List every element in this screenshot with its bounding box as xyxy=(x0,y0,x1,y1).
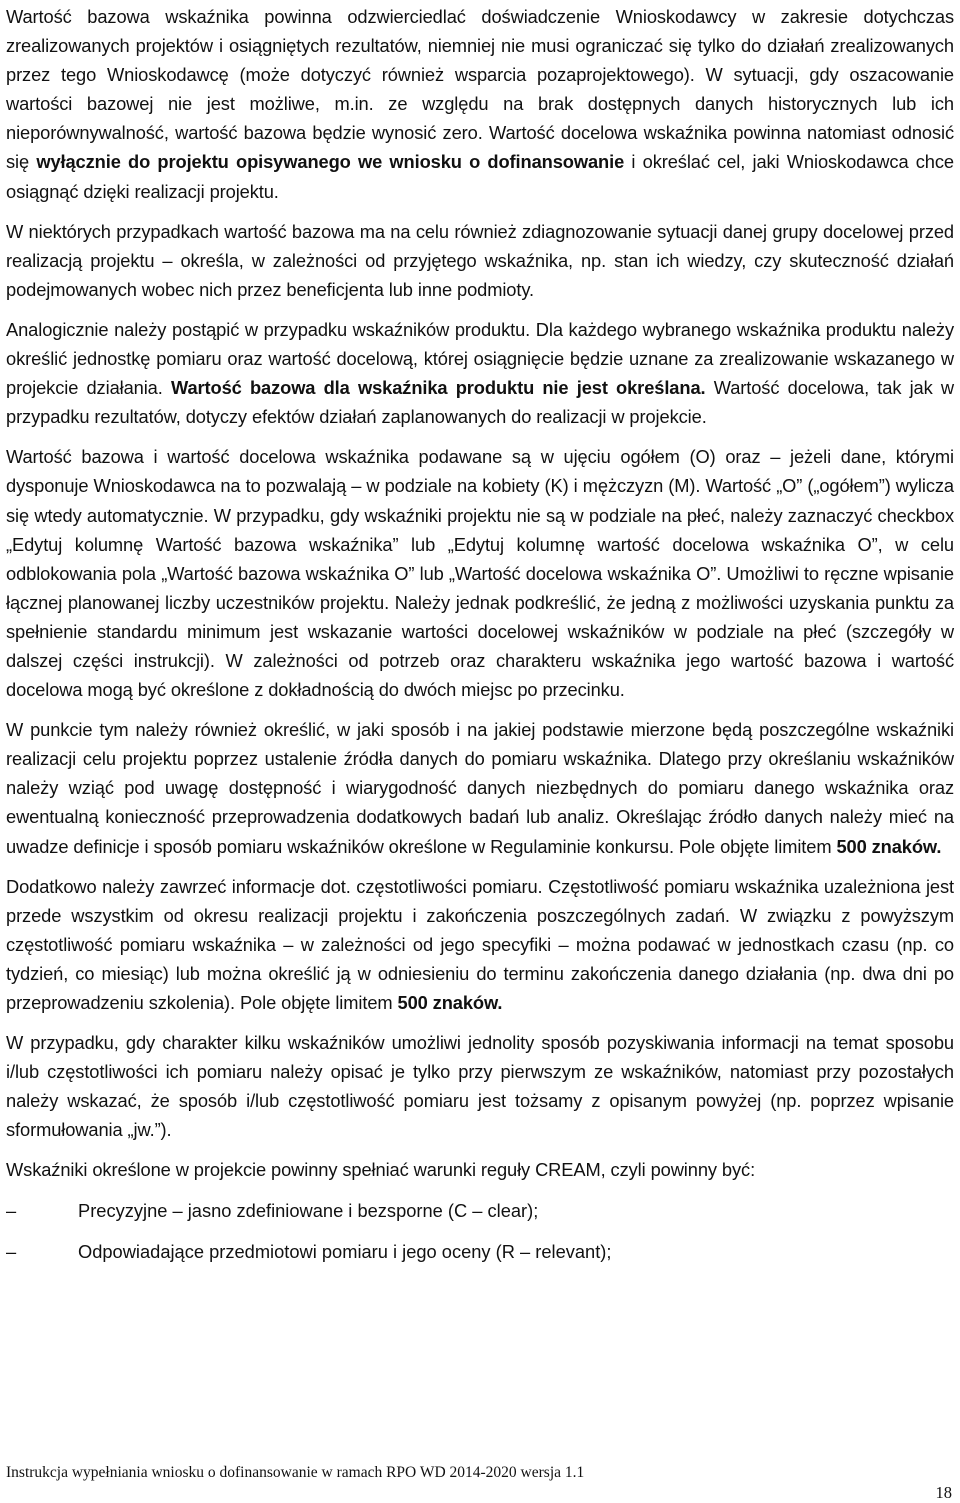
page-footer: Instrukcja wypełniania wniosku o dofinansowanie w ramach RPO WD 2014-2020 wersja 1.1 xyxy=(6,1464,585,1481)
character-limit: 500 znaków. xyxy=(836,835,942,857)
paragraph-text: W punkcie tym należy również określić, w jaki sposób i na jakiej podstawie mierzone będą poszczególne wskaźniki realizacji celu projektu poprzez ustalenie źródła danych do pomiaru wskaźnika. Dlatego przy określaniu wskaźników należy wziąć pod uwagę dostępność i wiarygodność danych niezbędnych do pomiaru danego wskaźnika oraz ewentualną konieczność przeprowadzenia dodatkowych badań lub analiz. Określając źródło danych należy mieć na uwadze definicje i sposób pomiaru wskaźników określone w Regulaminie konkursu. Pole objęte limitem xyxy=(6,719,954,857)
document-page xyxy=(6,2,954,1278)
cream-list xyxy=(6,1196,954,1266)
list-item-text: Precyzyjne – jasno zdefiniowane i bezsporne (C – clear); xyxy=(78,1199,539,1221)
list-item xyxy=(6,1196,954,1225)
page-number: 18 xyxy=(935,1483,952,1502)
paragraph-text: i określać cel, jaki Wnioskodawca chce osiągnąć dzięki realizacji projektu. xyxy=(6,151,954,202)
paragraph-product-indicators xyxy=(6,315,954,431)
paragraph-measurement-source xyxy=(6,715,954,860)
paragraph-text: Wartość bazowa wskaźnika powinna odzwierciedlać doświadczenie Wnioskodawcy w zakresie dotychczas zrealizowanych projektów i osiągniętych rezultatów, niemniej nie musi ograniczać się tylko do działań zrealizowanych przez tego Wnioskodawcę (może dotyczyć również wsparcia pozaprojektowego). W sytuacji, gdy oszacowanie wartości bazowej nie jest możliwe, m.in. ze względu na brak dostępnych danych historycznych lub ich nieporównywalność, wartość bazowa będzie wynosić zero. Wartość docelowa wskaźnika powinna natomiast odnosić się xyxy=(6,6,954,173)
emphasis-text: wyłącznie do projektu opisywanego we wniosku o dofinansowanie xyxy=(36,151,625,173)
list-item-text: Odpowiadające przedmiotowi pomiaru i jego oceny (R – relevant); xyxy=(78,1240,612,1262)
paragraph-measurement-frequency xyxy=(6,872,954,1017)
list-item xyxy=(6,1237,954,1266)
paragraph-text: Wartość docelowa, tak jak w przypadku rezultatów, dotyczy efektów działań zaplanowanych do realizacji w projekcie. xyxy=(6,377,954,428)
dash-bullet-icon: – xyxy=(6,1240,17,1262)
paragraph-diagnosis: W niektórych przypadkach wartość bazowa ma na celu również zdiagnozowanie sytuacji danej grupy docelowej przed realizacją projektu – określa, w zależności od przyjętego wskaźnika, np. stan ich wiedzy, czy skuteczność działań podejmowanych wobec nich przez beneficjenta lub inne podmioty. xyxy=(6,220,954,300)
paragraph-cream-intro: Wskaźniki określone w projekcie powinny spełniać warunki reguły CREAM, czyli powinny być: xyxy=(6,1159,756,1181)
paragraph-baseline-value xyxy=(6,2,954,206)
paragraph-shared-method: W przypadku, gdy charakter kilku wskaźników umożliwi jednolity sposób pozyskiwania informacji na temat sposobu i/lub częstotliwości ich pomiaru należy opisać je tylko przy pierwszym ze wskaźników, natomiast przy pozostałych należy wskazać, że sposób i/lub częstotliwość pomiaru jest tożsamy z opisanym powyżej (np. poprzez wpisanie sformułowania „jw.”). xyxy=(6,1032,954,1141)
dash-bullet-icon: – xyxy=(6,1199,17,1221)
paragraph-text: Analogicznie należy postąpić w przypadku wskaźników produktu. Dla każdego wybranego wskaźnika produktu należy określić jednostkę pomiaru oraz wartość docelową, której osiągnięcie będzie uznane za zrealizowanie wskazanego w projekcie działania. xyxy=(6,318,954,399)
paragraph-text: Dodatkowo należy zawrzeć informacje dot. częstotliwości pomiaru. Częstotliwość pomiaru wskaźnika uzależniona jest przede wszystkim od okresu realizacji projektu i zakończenia poszczególnych zadań. W związku z powyższym częstotliwość pomiaru wskaźnika – w zależności od jego specyfiki – można podawać w jednostkach czasu (np. co tydzień, co miesiąc) lub można określić ją w odniesieniu do terminu zakończenia danego działania (np. dwa dni po przeprowadzeniu szkolenia). Pole objęte limitem xyxy=(6,875,954,1013)
paragraph-gender-split: Wartość bazowa i wartość docelowa wskaźnika podawane są w ujęciu ogółem (O) oraz – jeżeli dane, którymi dysponuje Wnioskodawca na to pozwalają – w podziale na kobiety (K) i mężczyzn (M). Wartość „O” („ogółem”) wylicza się wtedy automatycznie. W przypadku, gdy wskaźniki projektu nie są w podziale na płeć, należy zaznaczyć checkbox „Edytuj kolumnę Wartość bazowa wskaźnika” lub „Edytuj kolumnę wartość docelowa wskaźnika O”, w celu odblokowania pola „Wartość bazowa wskaźnika O” lub „Wartość docelowa wskaźnika O”. Umożliwi to ręczne wpisanie łącznej planowanej liczby uczestników projektu. Należy jednak podkreślić, że jedną z możliwości uzyskania punktu za spełnienie standardu minimum jest wskazanie wartości docelowej wskaźników w podziale na płeć (szczegóły w dalszej części instrukcji). W zależności od potrzeb oraz charakteru wskaźnika jego wartość bazowa i wartość docelowa mogą być określone z dokładnością do dwóch miejsc po przecinku. xyxy=(6,446,954,701)
emphasis-text: Wartość bazowa dla wskaźnika produktu nie jest określana. xyxy=(170,377,706,399)
character-limit: 500 znaków. xyxy=(397,992,503,1013)
